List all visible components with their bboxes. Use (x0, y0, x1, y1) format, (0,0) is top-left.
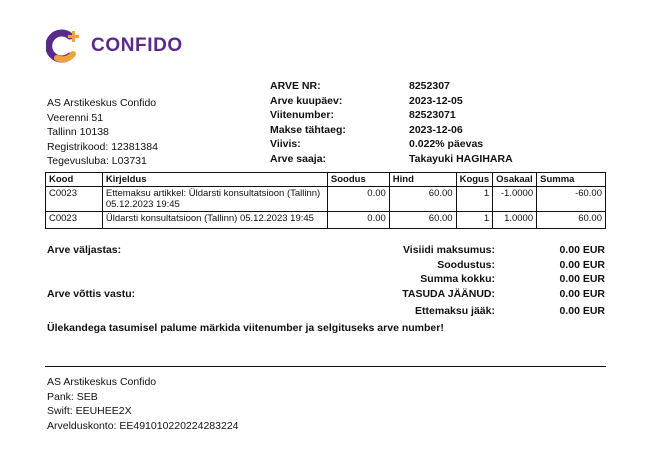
cell-discount: 0.00 (327, 212, 389, 229)
column-header-hind: Hind (389, 173, 456, 187)
total-sum-row (300, 273, 605, 288)
confido-logo (46, 28, 183, 64)
total-label: TASUDA JÄÄNUD: (402, 287, 495, 300)
meta-value: 8252307 (409, 80, 450, 92)
payment-note: Ülekandega tasumisel palume märkida viitenumber ja selgituseks arve number! (47, 322, 444, 334)
penalty-row (270, 137, 513, 152)
seller-line: Veerenni 51 (47, 111, 104, 124)
totals-block (300, 244, 605, 320)
total-value: 0.00 EUR (559, 258, 605, 271)
column-header-osakaal: Osakaal (493, 173, 537, 187)
recipient-row (270, 152, 513, 167)
total-value: 0.00 EUR (559, 305, 605, 318)
seller-line: Registrikood: 12381384 (47, 140, 158, 153)
meta-label: Arve saaja: (270, 152, 327, 165)
cell-price: 60.00 (389, 187, 456, 212)
invoice-items-table (45, 172, 606, 229)
cell-sum: 60.00 (537, 212, 606, 229)
total-visit-cost-row (300, 244, 605, 259)
seller-address (47, 96, 158, 169)
total-label: Visiidi maksumus: (402, 244, 495, 256)
reference-number-row (270, 108, 513, 123)
total-value: 0.00 EUR (559, 273, 605, 286)
bank-line: Pank: SEB (47, 390, 98, 403)
total-value: 0.00 EUR (559, 287, 605, 300)
cell-description: Ettemaksu artikkel: Üldarsti konsultatsioon (Tallinn) 05.12.2023 19:45 (102, 187, 327, 212)
brand-name: CONFIDO (91, 35, 183, 56)
issued-by-label: Arve väljastas: (47, 244, 122, 256)
seller-line: AS Arstikeskus Confido (47, 97, 157, 109)
meta-label: Viivis: (270, 138, 301, 151)
meta-label: Viitenumber: (270, 109, 334, 122)
meta-value: 2023-12-05 (409, 94, 463, 107)
total-value: 0.00 EUR (559, 244, 605, 256)
bank-line: AS Arstikeskus Confido (47, 376, 157, 388)
table-row (46, 212, 606, 229)
cell-discount: 0.00 (327, 187, 389, 212)
seller-line: Tegevusluba: L03731 (47, 155, 147, 168)
table-row (46, 187, 606, 212)
cell-quantity: 1 (456, 187, 493, 212)
cell-description: Üldarsti konsultatsioon (Tallinn) 05.12.2023 19:45 (102, 212, 327, 229)
cell-code: C0023 (46, 187, 103, 212)
total-discount-row (300, 259, 605, 274)
column-header-soodus: Soodus (327, 173, 389, 187)
cell-share: 1.0000 (493, 212, 537, 229)
confido-logo-icon (46, 28, 84, 64)
bank-line: Swift: EEUHEE2X (47, 405, 132, 418)
total-label: Soodustus: (437, 258, 495, 271)
prepayment-balance-row (300, 305, 605, 320)
meta-label: ARVE NR: (270, 80, 321, 92)
seller-line: Tallinn 10138 (47, 126, 109, 139)
footer-divider (45, 366, 606, 367)
total-label: Ettemaksu jääk: (415, 305, 495, 318)
cell-sum: -60.00 (537, 187, 606, 212)
cell-price: 60.00 (389, 212, 456, 229)
bank-line: Arvelduskonto: EE491010220224283224 (47, 419, 239, 432)
meta-value: Takayuki HAGIHARA (409, 152, 513, 165)
total-label: Summa kokku: (420, 273, 495, 286)
cell-code: C0023 (46, 212, 103, 229)
table-header-row (46, 173, 606, 187)
invoice-meta (270, 79, 513, 167)
invoice-date-row (270, 94, 513, 109)
column-header-kood: Kood (46, 173, 103, 187)
cell-share: -1.0000 (493, 187, 537, 212)
meta-value: 0.022% päevas (409, 138, 484, 151)
amount-due-row (300, 288, 605, 303)
received-by-label: Arve võttis vastu: (47, 288, 136, 300)
due-date-row (270, 123, 513, 138)
meta-label: Makse tähtaeg: (270, 123, 346, 136)
meta-value: 82523071 (409, 109, 456, 122)
meta-label: Arve kuupäev: (270, 94, 343, 107)
column-header-kogus: Kogus (456, 173, 493, 187)
invoice-number-row (270, 79, 513, 94)
bank-details (47, 375, 239, 433)
cell-quantity: 1 (456, 212, 493, 229)
column-header-kirjeldus: Kirjeldus (102, 173, 327, 187)
meta-value: 2023-12-06 (409, 123, 463, 136)
column-header-summa: Summa (537, 173, 606, 187)
